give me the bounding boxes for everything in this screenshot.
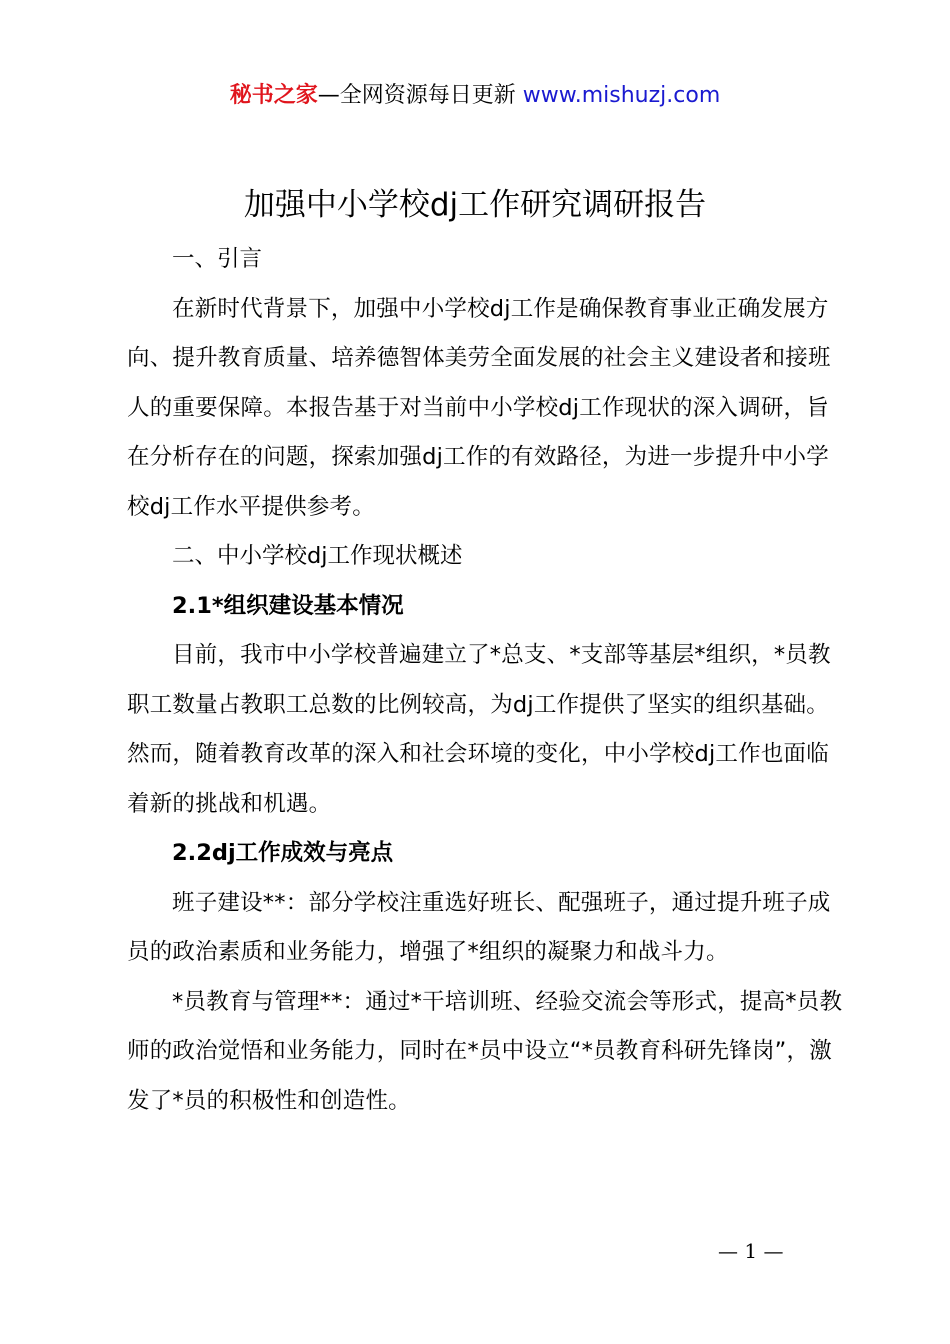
document-title: 加强中小学校dj工作研究调研报告 <box>243 187 707 223</box>
paragraph-member-education: *员教育与管理**：通过*干培训班、经验交流会等形式，提高*员教师的政治觉悟和业务能力，同时在*员中设立“*员教育科研先锋岗”，激发了*员的积极性和创造性。 <box>127 988 843 1114</box>
site-header <box>0 80 950 112</box>
site-url-link[interactable]: www.mishuzj.com <box>522 83 721 108</box>
subsection-heading-organization: 2.1*组织建设基本情况 <box>172 592 404 619</box>
paragraph-organization: 目前，我市中小学校普遍建立了*总支、*支部等基层*组织，*员教职工数量占教职工总数的比例较高，为dj工作提供了坚实的组织基础。然而，随着教育改革的深入和社会环境的变化，中小学校dj工作也面临着新的挑战和机遇。 <box>127 642 831 817</box>
paragraph-intro: 在新时代背景下，加强中小学校dj工作是确保教育事业正确发展方向、提升教育质量、培养德智体美劳全面发展的社会主义建设者和接班人的重要保障。本报告基于对当前中小学校dj工作现状的深入调研，旨在分析存在的问题，探索加强dj工作的有效路径，为进一步提升中小学校dj工作水平提供参考。 <box>127 295 831 520</box>
section-heading-status: 二、中小学校dj工作现状概述 <box>172 543 463 569</box>
brand-name: 秘书之家 <box>229 83 318 108</box>
document-body <box>127 235 847 1126</box>
header-tagline: —全网资源每日更新 <box>317 83 516 108</box>
subsection-heading-achievements: 2.2dj工作成效与亮点 <box>172 840 394 866</box>
section-heading-intro: 一、引言 <box>172 246 263 272</box>
paragraph-leadership: 班子建设**：部分学校注重选好班长、配强班子，通过提升班子成员的政治素质和业务能力，增强了*组织的凝聚力和战斗力。 <box>127 889 831 965</box>
page-number: — 1 — <box>718 1239 784 1263</box>
